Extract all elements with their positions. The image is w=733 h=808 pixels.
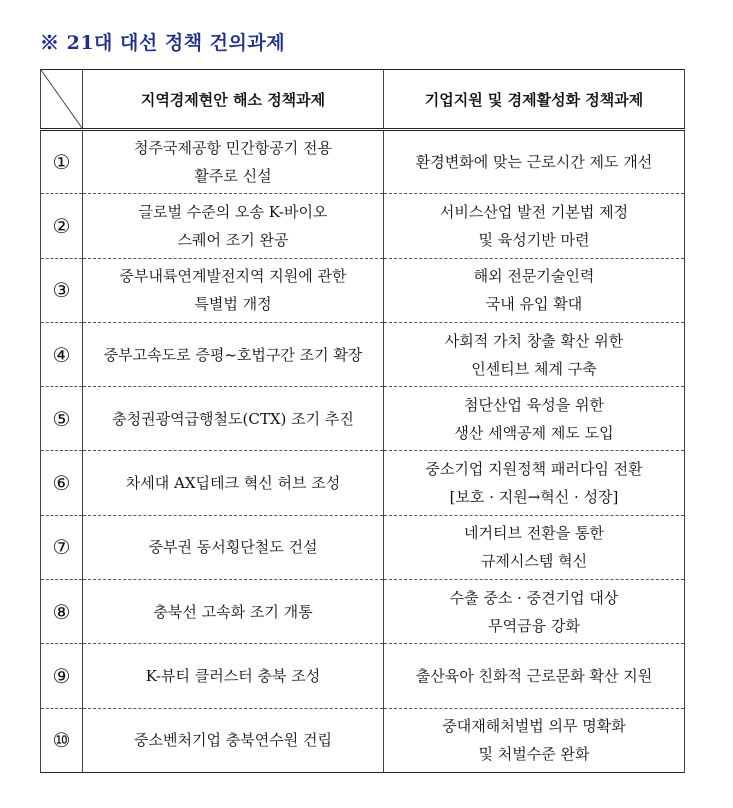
row-number: ⑦ bbox=[41, 515, 83, 579]
regional-policy-cell bbox=[83, 130, 384, 194]
business-policy-cell bbox=[384, 451, 685, 515]
policy-text-line: 인센티브 체계 구축 bbox=[471, 359, 597, 378]
business-policy-cell bbox=[384, 194, 685, 258]
policy-text-line: 차세대 AX딥테크 혁신 허브 조성 bbox=[125, 474, 341, 493]
table-row bbox=[41, 515, 685, 579]
policy-text-line: 활주로 신설 bbox=[194, 167, 272, 186]
regional-policy-cell bbox=[83, 322, 384, 386]
policy-text-line: 중부권 동서횡단철도 건설 bbox=[148, 538, 318, 557]
business-policy-cell bbox=[384, 580, 685, 644]
policy-text-line: 충북선 고속화 조기 개통 bbox=[153, 602, 313, 621]
policy-text-line: 특별법 개정 bbox=[194, 295, 272, 314]
table-row bbox=[41, 451, 685, 515]
row-number: ② bbox=[41, 194, 83, 258]
business-policy-cell bbox=[384, 387, 685, 451]
table-row bbox=[41, 580, 685, 644]
table-row bbox=[41, 322, 685, 386]
policy-text-line: 중부내륙연계발전지역 지원에 관한 bbox=[119, 267, 347, 286]
policy-text-line: 무역금융 강화 bbox=[488, 616, 580, 635]
regional-policy-cell bbox=[83, 451, 384, 515]
regional-policy-cell bbox=[83, 708, 384, 772]
business-policy-cell bbox=[384, 644, 685, 708]
page-title: ※ 21대 대선 정책 건의과제 bbox=[40, 32, 286, 54]
policy-text-line: 해외 전문기술인력 bbox=[473, 267, 595, 286]
table-header-row bbox=[41, 70, 685, 130]
policy-table bbox=[40, 69, 685, 773]
regional-policy-cell bbox=[83, 515, 384, 579]
policy-text-line: 스퀘어 조기 완공 bbox=[177, 230, 289, 249]
policy-text-line: 글로벌 수준의 오송 K-바이오 bbox=[138, 202, 328, 221]
row-number: ① bbox=[41, 130, 83, 194]
row-number: ⑨ bbox=[41, 644, 83, 708]
business-policy-cell bbox=[384, 515, 685, 579]
business-policy-cell bbox=[384, 708, 685, 772]
policy-text-line: 충청권광역급행철도(CTX) 조기 추진 bbox=[112, 409, 354, 428]
row-number: ⑩ bbox=[41, 708, 83, 772]
regional-policy-cell bbox=[83, 387, 384, 451]
policy-text-line: 청주국제공항 민간항공기 전용 bbox=[134, 139, 332, 158]
policy-text-line: 사회적 가치 창출 확산 위한 bbox=[444, 331, 624, 350]
policy-text-line: K-뷰티 클러스터 충북 조성 bbox=[145, 667, 321, 686]
business-policy-cell bbox=[384, 322, 685, 386]
table-row bbox=[41, 194, 685, 258]
row-number: ③ bbox=[41, 258, 83, 322]
policy-text-line: 중대재해처벌법 의무 명확화 bbox=[442, 717, 626, 736]
regional-policy-cell bbox=[83, 644, 384, 708]
policy-text-line: 및 처벌수준 완화 bbox=[478, 745, 590, 764]
header-business-policy: 기업지원 및 경제활성화 정책과제 bbox=[384, 70, 685, 130]
row-number: ⑥ bbox=[41, 451, 83, 515]
table-row bbox=[41, 258, 685, 322]
table-row bbox=[41, 644, 685, 708]
policy-text-line: 수출 중소 · 중견기업 대상 bbox=[449, 588, 619, 607]
policy-text-line: 국내 유입 확대 bbox=[485, 295, 583, 314]
policy-text-line: 환경변화에 맞는 근로시간 제도 개선 bbox=[415, 153, 653, 172]
policy-text-line: 생산 세액공제 제도 도입 bbox=[454, 423, 614, 442]
policy-text-line: 및 육성기반 마련 bbox=[478, 230, 590, 249]
row-number: ⑧ bbox=[41, 580, 83, 644]
policy-text-line: [보호 · 지원→혁신 · 성장] bbox=[449, 488, 619, 507]
regional-policy-cell bbox=[83, 258, 384, 322]
row-number: ⑤ bbox=[41, 387, 83, 451]
business-policy-cell bbox=[384, 130, 685, 194]
policy-text-line: 출산육아 친화적 근로문화 확산 지원 bbox=[415, 667, 653, 686]
policy-text-line: 중소벤처기업 충북연수원 건립 bbox=[134, 731, 332, 750]
regional-policy-cell bbox=[83, 580, 384, 644]
policy-text-line: 규제시스템 혁신 bbox=[480, 552, 588, 571]
policy-text-line: 첨단산업 육성을 위한 bbox=[464, 395, 604, 414]
diagonal-header-cell bbox=[41, 70, 83, 130]
policy-text-line: 중소기업 지원정책 패러다임 전환 bbox=[425, 460, 643, 479]
regional-policy-cell bbox=[83, 194, 384, 258]
table-row bbox=[41, 708, 685, 772]
business-policy-cell bbox=[384, 258, 685, 322]
row-number: ④ bbox=[41, 322, 83, 386]
diagonal-line bbox=[41, 70, 82, 128]
table-row bbox=[41, 130, 685, 194]
table-row bbox=[41, 387, 685, 451]
policy-text-line: 네거티브 전환을 통한 bbox=[464, 524, 604, 543]
header-regional-policy: 지역경제현안 해소 정책과제 bbox=[83, 70, 384, 130]
policy-text-line: 중부고속도로 증평~호법구간 조기 확장 bbox=[103, 345, 363, 364]
policy-text-line: 서비스산업 발전 기본법 제정 bbox=[439, 202, 629, 221]
